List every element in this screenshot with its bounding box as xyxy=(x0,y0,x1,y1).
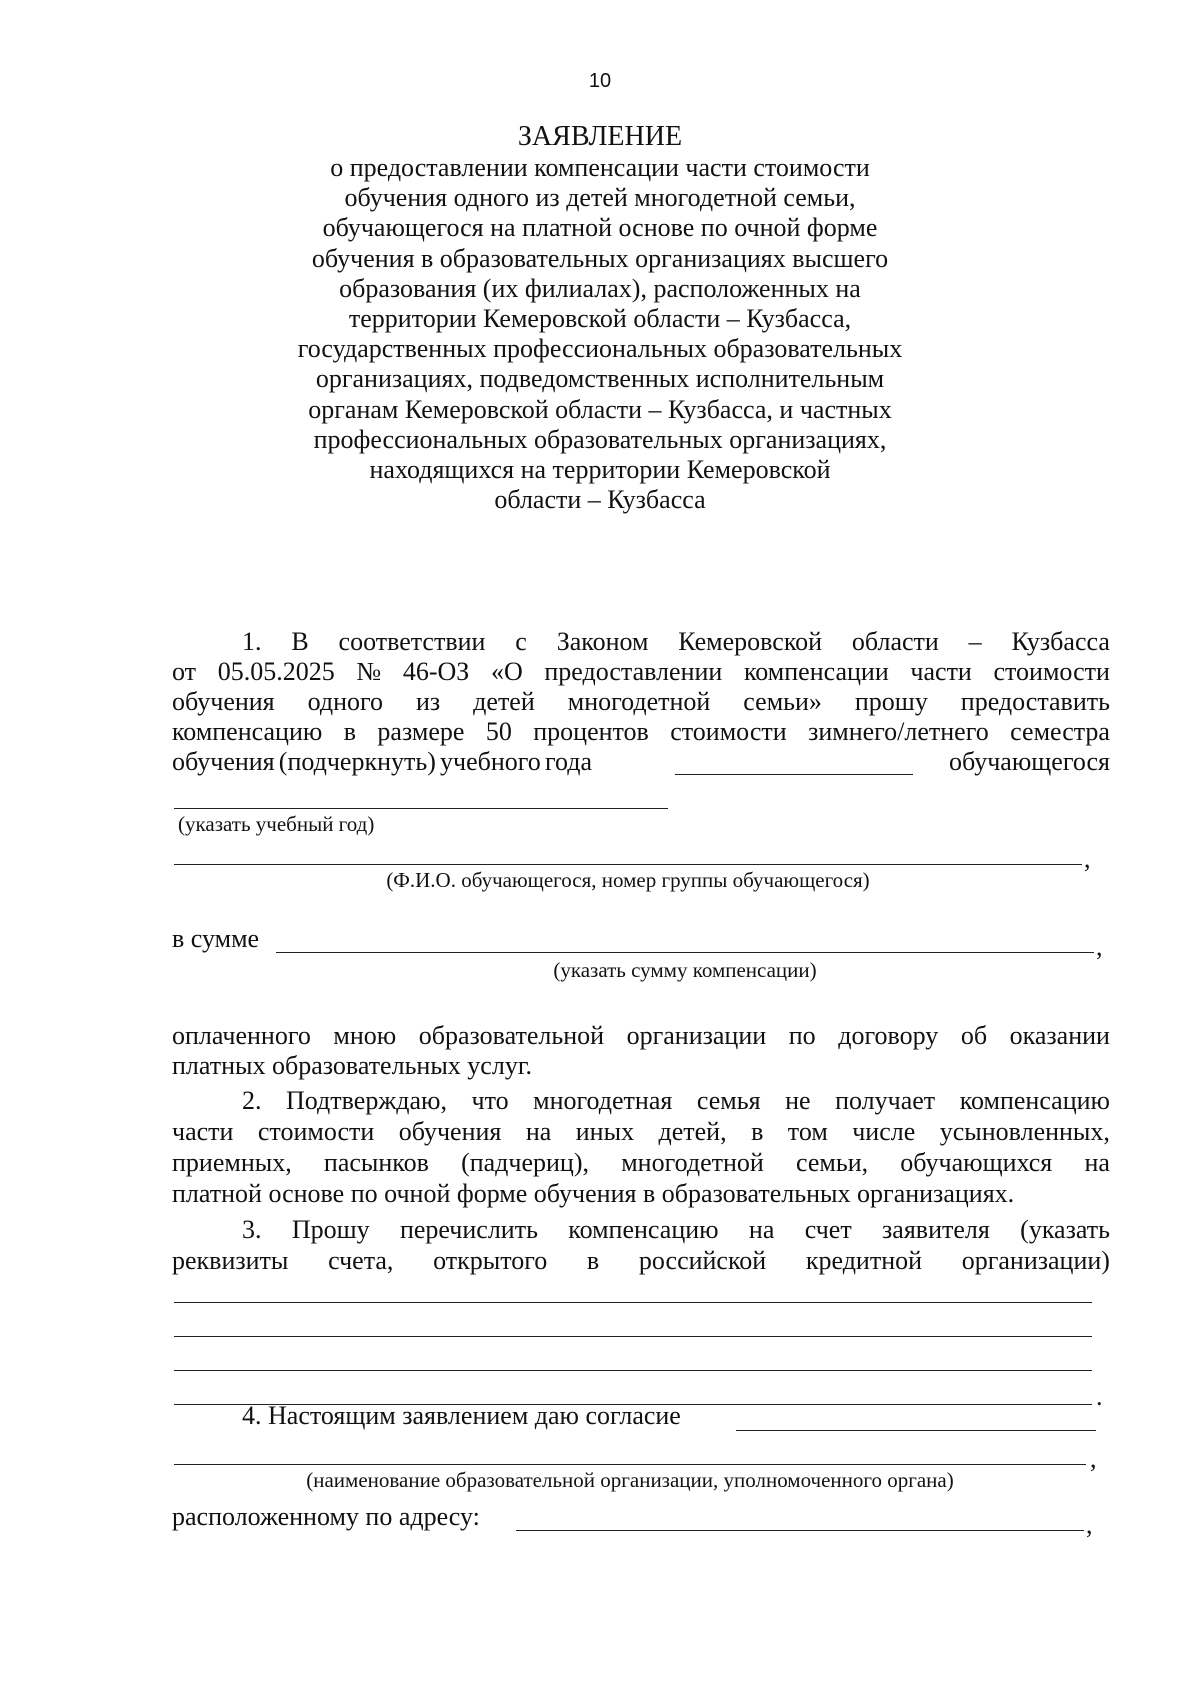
subtitle-line: образования (их филиалах), расположенных на xyxy=(339,273,861,303)
word: Кемеровской xyxy=(678,627,823,656)
word: на xyxy=(525,1117,552,1146)
para2-line: платной основе по очной форме обучения в образовательных организациях. xyxy=(172,1179,1015,1208)
subtitle-line: государственных профессиональных образовательных xyxy=(297,334,903,364)
word: стоимости xyxy=(257,1117,375,1146)
word: оказании xyxy=(1009,1021,1110,1050)
word: 05.05.2025 xyxy=(217,657,335,686)
sum-hint: (указать сумму компенсации) xyxy=(553,958,817,982)
para1-line xyxy=(172,657,1110,687)
study-year-hint: (указать учебный год) xyxy=(178,812,375,836)
address-label: расположенному по адресу: xyxy=(172,1502,480,1531)
word: организации xyxy=(626,1021,767,1050)
sum-label: в сумме xyxy=(172,924,260,953)
para3-line xyxy=(172,1246,1110,1276)
word: из xyxy=(416,687,441,716)
word: области xyxy=(851,627,939,656)
page-number: 10 xyxy=(588,70,612,92)
word: предоставлении xyxy=(544,657,723,686)
word: семестра xyxy=(1010,717,1110,746)
para3-line xyxy=(242,1215,1110,1245)
word: обучения xyxy=(172,747,275,776)
para2-line xyxy=(172,1117,1110,1147)
document-subtitle xyxy=(0,153,1200,515)
study-year-continuation-field[interactable] xyxy=(174,808,668,809)
word: получает xyxy=(835,1086,936,1115)
word: об xyxy=(960,1021,988,1050)
word: договору xyxy=(838,1021,939,1050)
student-name-hint: (Ф.И.О. обучающегося, номер группы обучающегося) xyxy=(386,868,870,892)
period: . xyxy=(1096,1382,1103,1411)
word: организации) xyxy=(961,1246,1110,1275)
word: кредитной xyxy=(805,1246,923,1275)
word: прошу xyxy=(854,687,928,716)
word: (указать xyxy=(1020,1215,1110,1244)
para2-line xyxy=(172,1148,1110,1178)
word: детей xyxy=(473,687,535,716)
organization-hint: (наименование образовательной организации, уполномоченного органа) xyxy=(306,1468,954,1492)
word: многодетной xyxy=(567,687,711,716)
paid-line: платных образовательных услуг. xyxy=(172,1051,533,1080)
comma: , xyxy=(1096,932,1103,961)
word: обучения xyxy=(398,1117,502,1146)
word: счета, xyxy=(328,1246,394,1275)
word: (подчеркнуть) xyxy=(278,747,436,776)
word: по xyxy=(788,1021,816,1050)
word: оплаченного xyxy=(172,1021,311,1050)
word: заявителя xyxy=(882,1215,990,1244)
word: Прошу xyxy=(291,1215,370,1244)
word: том xyxy=(787,1117,828,1146)
word: компенсации xyxy=(743,657,889,686)
word: Подтверждаю, xyxy=(286,1086,447,1115)
para1-line xyxy=(172,747,592,777)
word: что xyxy=(471,1086,509,1115)
consent-text: 4. Настоящим заявлением даю согласие xyxy=(242,1401,681,1430)
word: числе xyxy=(852,1117,916,1146)
word: семья xyxy=(696,1086,761,1115)
subtitle-line: организациях, подведомственных исполнительным xyxy=(315,364,885,394)
word: образовательной xyxy=(418,1021,605,1050)
word: 2. xyxy=(242,1086,262,1115)
word: размере xyxy=(377,717,465,746)
word: мною xyxy=(333,1021,397,1050)
word: части xyxy=(910,657,972,686)
account-details-field[interactable] xyxy=(174,1370,1092,1371)
para1-line xyxy=(172,717,1110,747)
word: В xyxy=(291,627,309,656)
word: 1. xyxy=(242,627,262,656)
word: обучения xyxy=(172,687,275,716)
comma: , xyxy=(1090,1444,1097,1473)
word: зимнего/летнего xyxy=(808,717,989,746)
subtitle-line: профессиональных образовательных организациях, xyxy=(313,424,887,454)
word: № xyxy=(356,657,382,686)
address-field[interactable] xyxy=(516,1530,1084,1531)
subtitle-line: обучения одного из детей многодетной семьи, xyxy=(344,183,856,213)
word: – xyxy=(968,627,982,656)
word: учебного xyxy=(440,747,541,776)
word: не xyxy=(785,1086,811,1115)
student-name-field[interactable] xyxy=(174,864,1082,865)
subtitle-line: обучения в образовательных организациях высшего xyxy=(311,243,889,273)
word: одного xyxy=(307,687,384,716)
word: 3. xyxy=(242,1215,262,1244)
word: стоимости xyxy=(993,657,1110,686)
word: многодетной xyxy=(621,1148,764,1177)
comma: , xyxy=(1084,844,1091,873)
word: с xyxy=(515,627,527,656)
word: на xyxy=(748,1215,775,1244)
word: обучающихся xyxy=(900,1148,1053,1177)
word: в xyxy=(751,1117,764,1146)
word: (падчериц), xyxy=(461,1148,590,1177)
word: российской xyxy=(638,1246,767,1275)
word: семьи, xyxy=(795,1148,869,1177)
word: Законом xyxy=(556,627,649,656)
word: от xyxy=(172,657,197,686)
subtitle-line: органам Кемеровской области – Кузбасса, и частных xyxy=(308,394,892,424)
subtitle-line: области – Кузбасса xyxy=(494,485,706,515)
word: пасынков xyxy=(323,1148,429,1177)
word: компенсацию xyxy=(959,1086,1110,1115)
word: семьи» xyxy=(743,687,822,716)
sum-field[interactable] xyxy=(276,952,1094,953)
word: многодетная xyxy=(533,1086,673,1115)
word: в xyxy=(586,1246,600,1275)
word: «О xyxy=(490,657,523,686)
organization-field[interactable] xyxy=(174,1464,1086,1465)
subtitle-line: о предоставлении компенсации части стоимости xyxy=(330,153,870,182)
word: открытого xyxy=(433,1246,548,1275)
para2-line xyxy=(242,1086,1110,1116)
comma: , xyxy=(1086,1510,1093,1539)
word: перечислить xyxy=(399,1215,538,1244)
word: реквизиты xyxy=(172,1246,289,1275)
para1-line xyxy=(242,627,1110,657)
word: 46-ОЗ xyxy=(402,657,470,686)
word: соответствии xyxy=(338,627,486,656)
word: компенсацию xyxy=(172,717,323,746)
word: Кузбасса xyxy=(1011,627,1110,656)
subtitle-line: территории Кемеровской области – Кузбасса, xyxy=(348,304,852,334)
account-details-field[interactable] xyxy=(174,1302,1092,1303)
word: приемных, xyxy=(172,1148,292,1177)
word: в xyxy=(343,717,356,746)
word: предоставить xyxy=(960,687,1110,716)
document-title: ЗАЯВЛЕНИЕ xyxy=(517,121,683,152)
word: детей, xyxy=(658,1117,727,1146)
account-details-field[interactable] xyxy=(174,1336,1092,1337)
word: процентов xyxy=(533,717,649,746)
word: усыновленных, xyxy=(939,1117,1110,1146)
subtitle-line: находящихся на территории Кемеровской xyxy=(369,455,831,485)
word: иных xyxy=(575,1117,635,1146)
word: года xyxy=(544,747,592,776)
word: стоимости xyxy=(670,717,787,746)
word: части xyxy=(172,1117,234,1146)
para1-line xyxy=(172,687,1110,717)
subtitle-line: обучающегося на платной основе по очной форме xyxy=(322,213,878,243)
word: на xyxy=(1084,1148,1110,1177)
study-year-field[interactable] xyxy=(675,774,913,775)
consent-field[interactable] xyxy=(736,1430,1096,1431)
paid-line xyxy=(172,1021,1110,1051)
word: 50 xyxy=(485,717,512,746)
word: счет xyxy=(804,1215,852,1244)
para1-line-end: обучающегося xyxy=(948,747,1110,776)
word: компенсацию xyxy=(568,1215,719,1244)
